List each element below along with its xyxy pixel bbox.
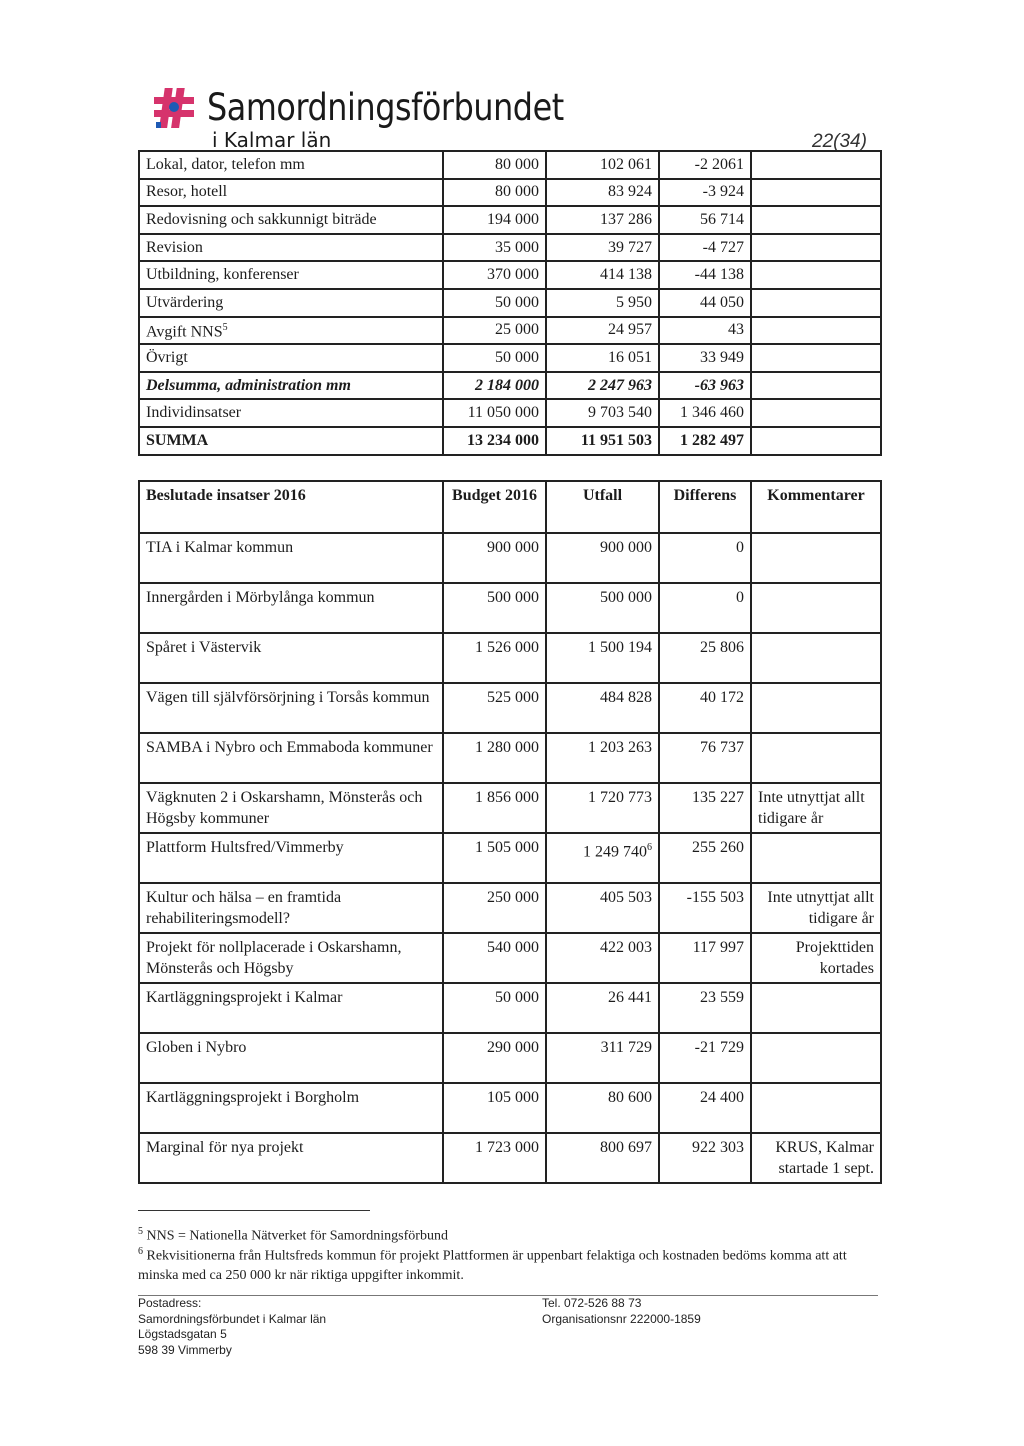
footnote-ref: 5 xyxy=(222,322,228,334)
row-utfall xyxy=(546,533,659,583)
row-label xyxy=(139,151,443,179)
row-diff: 40 172 xyxy=(659,683,751,733)
footer-phone: Tel. 072-526 88 73 xyxy=(542,1296,642,1310)
row-utfall: 39 727 xyxy=(546,234,659,262)
row-budget: 2 184 000 xyxy=(443,372,546,400)
row-diff: 255 260 xyxy=(659,833,751,883)
row-budget: 525 000 xyxy=(443,683,546,733)
row-utfall xyxy=(546,783,659,833)
row-label xyxy=(139,234,443,262)
row-utfall: 83 924 xyxy=(546,179,659,207)
row-budget: 1 526 000 xyxy=(443,633,546,683)
row-label: SAMBA i Nybro och Emmaboda kommuner xyxy=(139,733,443,783)
row-utfall-value: 1 203 263 xyxy=(588,739,652,756)
row-utfall-value: 311 729 xyxy=(600,1039,652,1056)
row-diff: 56 714 xyxy=(659,206,751,234)
row-diff: 1 346 460 xyxy=(659,399,751,427)
row-label: Innergården i Mörbylånga kommun xyxy=(139,583,443,633)
row-utfall-value: 1 720 773 xyxy=(588,789,652,806)
row-budget: 105 000 xyxy=(443,1083,546,1133)
row-budget: 50 000 xyxy=(443,344,546,372)
row-comment xyxy=(751,399,881,427)
row-diff: 33 949 xyxy=(659,344,751,372)
header-comment: Kommentarer xyxy=(751,481,881,533)
row-diff: -3 924 xyxy=(659,179,751,207)
row-utfall-value: 80 600 xyxy=(608,1089,652,1106)
row-label xyxy=(139,399,443,427)
row-utfall-value: 1 249 740 xyxy=(583,843,647,861)
row-comment xyxy=(751,344,881,372)
row-diff: 135 227 xyxy=(659,783,751,833)
row-budget: 35 000 xyxy=(443,234,546,262)
admin-cost-table xyxy=(138,150,882,456)
footer-contact xyxy=(542,1296,701,1327)
table-row xyxy=(139,1133,881,1183)
row-label xyxy=(139,289,443,317)
table-row xyxy=(139,344,881,372)
footer-address-label: Postadress: xyxy=(138,1296,202,1310)
row-budget: 1 856 000 xyxy=(443,783,546,833)
row-budget: 1 280 000 xyxy=(443,733,546,783)
footer-address xyxy=(138,1296,326,1358)
row-utfall: 9 703 540 xyxy=(546,399,659,427)
row-label-text: Övrigt xyxy=(146,348,188,366)
table-row xyxy=(139,933,881,983)
row-comment: Inte utnyttjat allt tidigare år xyxy=(751,783,881,833)
row-utfall xyxy=(546,1083,659,1133)
row-label xyxy=(139,179,443,207)
footnote-5: $^5$ NNS = Nationella Nätverket för Samordningsförbund xyxy=(138,1226,448,1244)
row-utfall-value: 26 441 xyxy=(608,989,652,1006)
row-label-text: Revision xyxy=(146,238,203,256)
row-label: Kartläggningsprojekt i Borgholm xyxy=(139,1083,443,1133)
row-utfall xyxy=(546,1133,659,1183)
row-budget: 25 000 xyxy=(443,317,546,345)
row-diff: -2 2061 xyxy=(659,151,751,179)
page-number: 22(34) xyxy=(812,131,867,152)
row-diff: 23 559 xyxy=(659,983,751,1033)
row-label-text: Utvärdering xyxy=(146,293,224,311)
row-utfall-value: 1 500 194 xyxy=(588,639,652,656)
row-diff: 76 737 xyxy=(659,733,751,783)
table-row xyxy=(139,261,881,289)
row-comment xyxy=(751,833,881,883)
row-utfall xyxy=(546,933,659,983)
row-comment: Projekttiden kortades xyxy=(751,933,881,983)
table-row xyxy=(139,533,881,583)
row-diff: 43 xyxy=(659,317,751,345)
row-utfall: 24 957 xyxy=(546,317,659,345)
row-utfall: 102 061 xyxy=(546,151,659,179)
row-label-text: Utbildning, konferenser xyxy=(146,266,299,284)
row-label-text: Individinsatser xyxy=(146,404,242,422)
table-row xyxy=(139,1033,881,1083)
row-diff: 25 806 xyxy=(659,633,751,683)
row-budget: 11 050 000 xyxy=(443,399,546,427)
row-utfall xyxy=(546,583,659,633)
header-label: Beslutade insatser 2016 xyxy=(139,481,443,533)
row-budget: 250 000 xyxy=(443,883,546,933)
projects-table-header xyxy=(139,481,881,533)
row-comment xyxy=(751,289,881,317)
row-comment: Inte utnyttjat allt tidigare år xyxy=(751,883,881,933)
row-comment: KRUS, Kalmar startade 1 sept. xyxy=(751,1133,881,1183)
table-row xyxy=(139,427,881,455)
row-label xyxy=(139,206,443,234)
row-budget: 194 000 xyxy=(443,206,546,234)
row-utfall-value: 484 828 xyxy=(600,689,652,706)
row-diff: 0 xyxy=(659,533,751,583)
row-diff: -4 727 xyxy=(659,234,751,262)
table-row xyxy=(139,983,881,1033)
row-comment xyxy=(751,372,881,400)
table-row xyxy=(139,206,881,234)
row-comment xyxy=(751,317,881,345)
row-label-text: SUMMA xyxy=(146,431,209,449)
row-utfall xyxy=(546,833,659,883)
table-row xyxy=(139,179,881,207)
row-label-text: Resor, hotell xyxy=(146,183,228,201)
row-budget: 370 000 xyxy=(443,261,546,289)
row-budget: 290 000 xyxy=(443,1033,546,1083)
projects-table xyxy=(138,480,882,1184)
row-utfall xyxy=(546,1033,659,1083)
row-comment xyxy=(751,1033,881,1083)
row-diff: 922 303 xyxy=(659,1133,751,1183)
row-comment xyxy=(751,683,881,733)
row-utfall xyxy=(546,633,659,683)
row-diff: -44 138 xyxy=(659,261,751,289)
table-row xyxy=(139,633,881,683)
org-name: Samordningsförbundet xyxy=(207,86,564,129)
table-row xyxy=(139,833,881,883)
row-comment xyxy=(751,633,881,683)
row-diff: -63 963 xyxy=(659,372,751,400)
row-utfall xyxy=(546,883,659,933)
footer-org: Samordningsförbundet i Kalmar län xyxy=(138,1311,327,1326)
row-utfall-value: 800 697 xyxy=(600,1139,652,1156)
row-diff: 44 050 xyxy=(659,289,751,317)
row-diff: -155 503 xyxy=(659,883,751,933)
row-label xyxy=(139,344,443,372)
row-diff: 24 400 xyxy=(659,1083,751,1133)
row-diff: 117 997 xyxy=(659,933,751,983)
row-comment xyxy=(751,983,881,1033)
table-row xyxy=(139,883,881,933)
row-budget: 50 000 xyxy=(443,289,546,317)
row-budget: 1 505 000 xyxy=(443,833,546,883)
table-row xyxy=(139,399,881,427)
table-row xyxy=(139,317,881,345)
row-comment xyxy=(751,151,881,179)
table-row xyxy=(139,1083,881,1133)
row-label: Kultur och hälsa – en framtida rehabiliteringsmodell? xyxy=(139,883,443,933)
row-budget: 13 234 000 xyxy=(443,427,546,455)
row-label-text: Avgift NNS xyxy=(146,323,223,341)
row-label: Projekt för nollplacerade i Oskarshamn, Mönsterås och Högsby xyxy=(139,933,443,983)
row-label: Globen i Nybro xyxy=(139,1033,443,1083)
row-label: Spåret i Västervik xyxy=(139,633,443,683)
row-budget: 80 000 xyxy=(443,179,546,207)
row-diff: -21 729 xyxy=(659,1033,751,1083)
row-utfall-value: 422 003 xyxy=(600,939,652,956)
header-utfall: Utfall xyxy=(546,481,659,533)
row-label-text: Lokal, dator, telefon mm xyxy=(146,155,305,173)
row-utfall-value: 900 000 xyxy=(600,539,652,556)
row-label: Marginal för nya projekt xyxy=(139,1133,443,1183)
footnote-divider xyxy=(138,1210,370,1211)
row-comment xyxy=(751,427,881,455)
logo-icon xyxy=(150,86,198,137)
row-label: Kartläggningsprojekt i Kalmar xyxy=(139,983,443,1033)
row-label-text: Delsumma, administration mm xyxy=(146,376,351,394)
row-comment xyxy=(751,179,881,207)
table-row xyxy=(139,372,881,400)
row-comment xyxy=(751,206,881,234)
row-budget: 500 000 xyxy=(443,583,546,633)
row-label xyxy=(139,427,443,455)
table-row xyxy=(139,733,881,783)
row-utfall: 137 286 xyxy=(546,206,659,234)
table-row xyxy=(139,683,881,733)
row-utfall xyxy=(546,983,659,1033)
row-utfall: 11 951 503 xyxy=(546,427,659,455)
row-budget: 50 000 xyxy=(443,983,546,1033)
row-diff: 0 xyxy=(659,583,751,633)
row-budget: 80 000 xyxy=(443,151,546,179)
footer-orgnr: Organisationsnr 222000-1859 xyxy=(542,1311,701,1326)
row-utfall-value: 500 000 xyxy=(600,589,652,606)
row-utfall xyxy=(546,733,659,783)
row-utfall: 16 051 xyxy=(546,344,659,372)
org-subtitle: i Kalmar län xyxy=(212,128,332,152)
row-utfall: 2 247 963 xyxy=(546,372,659,400)
table-row xyxy=(139,151,881,179)
row-budget: 900 000 xyxy=(443,533,546,583)
footer-city: 598 39 Vimmerby xyxy=(138,1342,232,1357)
table-row xyxy=(139,234,881,262)
header-diff: Differens xyxy=(659,481,751,533)
header-budget: Budget 2016 xyxy=(443,481,546,533)
row-comment xyxy=(751,733,881,783)
row-budget: 1 723 000 xyxy=(443,1133,546,1183)
row-label: Plattform Hultsfred/Vimmerby xyxy=(139,833,443,883)
row-comment xyxy=(751,583,881,633)
row-utfall: 5 950 xyxy=(546,289,659,317)
row-label: Vägen till självförsörjning i Torsås kommun xyxy=(139,683,443,733)
table-row xyxy=(139,583,881,633)
row-diff: 1 282 497 xyxy=(659,427,751,455)
row-label-text: Redovisning och sakkunnigt biträde xyxy=(146,210,377,228)
table-row xyxy=(139,783,881,833)
row-budget: 540 000 xyxy=(443,933,546,983)
table-row xyxy=(139,289,881,317)
row-comment xyxy=(751,1083,881,1133)
row-utfall-value: 405 503 xyxy=(600,889,652,906)
row-comment xyxy=(751,533,881,583)
row-utfall xyxy=(546,683,659,733)
row-label xyxy=(139,317,443,345)
footer-street: Lögstadsgatan 5 xyxy=(138,1327,227,1341)
row-label xyxy=(139,372,443,400)
row-label: Vägknuten 2 i Oskarshamn, Mönsterås och Högsby kommuner xyxy=(139,783,443,833)
row-label xyxy=(139,261,443,289)
footnote-ref: 6 xyxy=(647,842,652,853)
footnote-6: $^6$ Rekvisitionerna från Hultsfreds kommun för projekt Plattformen är uppenbart felaktiga och kostnaden bedöms komma att att minska med ca 250 000 kr när riktiga uppgifter inkommit. xyxy=(138,1246,847,1283)
row-comment xyxy=(751,234,881,262)
row-comment xyxy=(751,261,881,289)
row-utfall: 414 138 xyxy=(546,261,659,289)
row-label: TIA i Kalmar kommun xyxy=(139,533,443,583)
